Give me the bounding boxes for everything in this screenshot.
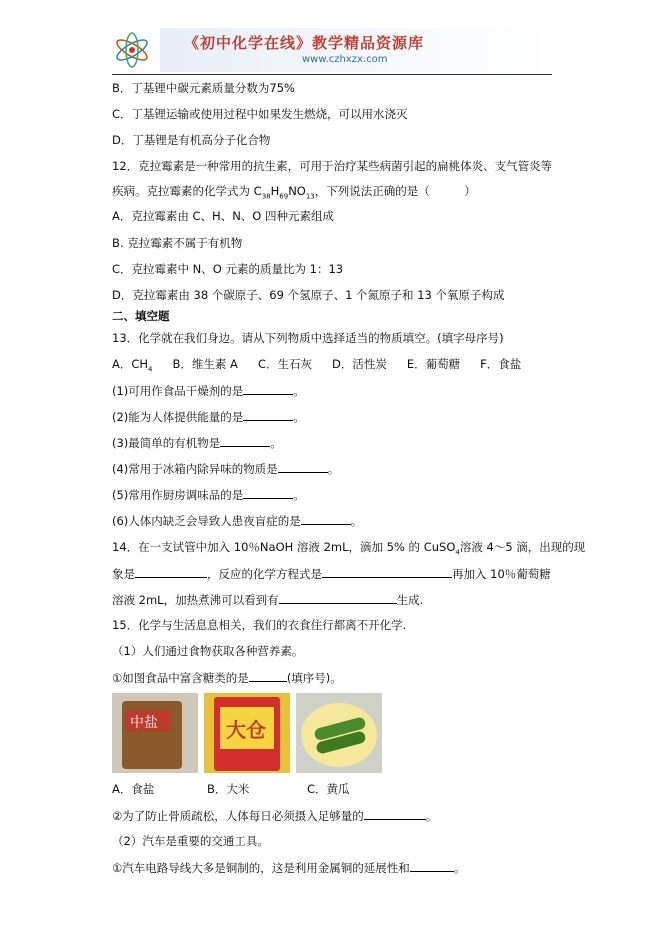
- q13-option-b: B．维生素 A: [172, 357, 238, 371]
- q13-item-3: (3)最简单的有机物是 。: [112, 436, 282, 450]
- salt-label: 中盐: [130, 715, 158, 731]
- q15-option-c: C．黄瓜: [307, 782, 350, 796]
- answer-blank[interactable]: [364, 807, 426, 820]
- q12-option-b: B. 克拉霉素不属于有机物: [112, 236, 243, 250]
- header-rule: [112, 74, 552, 75]
- q15-option-a: A．食盐: [112, 782, 155, 796]
- q13-option-c: C．生石灰: [257, 357, 312, 371]
- rice-label: 大仓: [226, 718, 266, 742]
- q15-options: [112, 781, 350, 797]
- q13-options: [112, 356, 541, 377]
- photo-rice: [204, 693, 290, 773]
- answer-blank[interactable]: [135, 565, 207, 578]
- document-header: [112, 28, 552, 72]
- q13-item-2: (2)能为人体提供能量的是 。: [112, 410, 305, 424]
- q13-item-1: (1)可用作食品干燥剂的是 。: [112, 384, 305, 398]
- q12-sub-c: 38: [261, 192, 271, 201]
- q12-formula-pre: 疾病。克拉霉素的化学式为 C: [112, 184, 262, 198]
- q12-option-d: D．克拉霉素由 38 个碳原子、69 个氢原子、1 个氮原子和 13 个氧原子构成: [112, 288, 505, 302]
- q12-option-a: A．克拉霉素由 C、H、N、O 四种元素组成: [112, 209, 335, 223]
- photo-salt: [112, 693, 198, 773]
- rice-bag-icon: [204, 693, 290, 773]
- answer-blank[interactable]: [243, 408, 293, 421]
- answer-blank[interactable]: [243, 382, 293, 395]
- header-url: www.czhxzx.com: [302, 54, 388, 65]
- q15-part-1b: ②为了防止骨质疏松，人体每日必须摄入足够量的 。: [112, 809, 438, 823]
- answer-blank[interactable]: [279, 591, 397, 604]
- q13-item-5: (5)常用作厨房调味品的是 。: [112, 488, 305, 502]
- q15-option-b: B．大米: [207, 782, 250, 796]
- q13-option-e: E．葡萄糖: [406, 357, 461, 371]
- q11-option-d: D．丁基锂是有机高分子化合物: [112, 133, 271, 147]
- q13-item-4: (4)常用于冰箱内除异味的物质是 。: [112, 462, 340, 476]
- q14-line-2: 象是 ，反应的化学方程式是 再加入 10％葡萄糖: [112, 567, 551, 581]
- q12-sub-o: 13: [305, 192, 315, 201]
- q12-option-c: C．克拉霉素中 N、O 元素的质量比为 1：13: [112, 262, 344, 276]
- answer-blank[interactable]: [410, 859, 454, 872]
- q13-item-6: (6)人体内缺乏会导致人患夜盲症的是 。: [112, 514, 363, 528]
- cucumber-plate-icon: [296, 693, 382, 773]
- answer-blank[interactable]: [249, 669, 287, 682]
- photo-cucumber: [296, 693, 382, 773]
- atom-logo-icon: [112, 30, 152, 70]
- q14-line-1: 14．在一支试管中加入 10％NaOH 溶液 2mL，滴加 5% 的 CuSO$_4$溶液 4～5 滴，出现的现: [112, 540, 586, 557]
- answer-blank[interactable]: [322, 565, 452, 578]
- food-photos: [112, 693, 382, 773]
- salt-package-icon: [112, 693, 198, 773]
- answer-blank[interactable]: [301, 512, 351, 525]
- q13-option-a: A．$CH_4$: [112, 357, 153, 374]
- q11-option-c: C．丁基锂运输或使用过程中如果发生燃烧，可以用水浇灭: [112, 107, 408, 121]
- q14-line-3: 溶液 2mL，加热煮沸可以看到有 生成.: [112, 593, 424, 607]
- section-fill-in-heading: 二、填空题: [112, 309, 170, 323]
- answer-blank[interactable]: [243, 486, 293, 499]
- q12-sub-h: 69: [279, 192, 289, 201]
- q15-part-2: （2）汽车是重要的交通工具。: [112, 834, 269, 848]
- answer-blank[interactable]: [278, 460, 328, 473]
- q13-stem: 13．化学就在我们身边。请从下列物质中选择适当的物质填空。(填字母序号): [112, 331, 504, 345]
- q12-line-1: 12．克拉霉素是一种常用的抗生素，可用于治疗某些病菌引起的扁桃体炎、支气管炎等: [112, 159, 553, 173]
- q12-formula-post: ，下列说法正确的是（ ）: [314, 184, 476, 198]
- q15-part-1: （1）人们通过食物获取各种营养素。: [112, 644, 304, 658]
- q11-option-b: B．丁基锂中碳元素质量分数为75%: [112, 81, 295, 95]
- q12-line-2: [112, 183, 476, 204]
- q13-option-f: F．食盐: [480, 357, 522, 371]
- q12-h: H: [270, 184, 280, 198]
- q12-no: NO: [288, 184, 306, 198]
- q15-part-1a: ①如图食品中富含糖类的是 (填序号)。: [112, 671, 342, 685]
- q15-stem: 15．化学与生活息息相关，我们的衣食住行都离不开化学.: [112, 618, 407, 632]
- q13-option-d: D．活性炭: [331, 357, 387, 371]
- header-title: 《初中化学在线》教学精品资源库: [184, 34, 425, 52]
- answer-blank[interactable]: [220, 434, 270, 447]
- q15-part-2a: ①汽车电路导线大多是铜制的，这是利用金属铜的延展性和 。: [112, 861, 466, 875]
